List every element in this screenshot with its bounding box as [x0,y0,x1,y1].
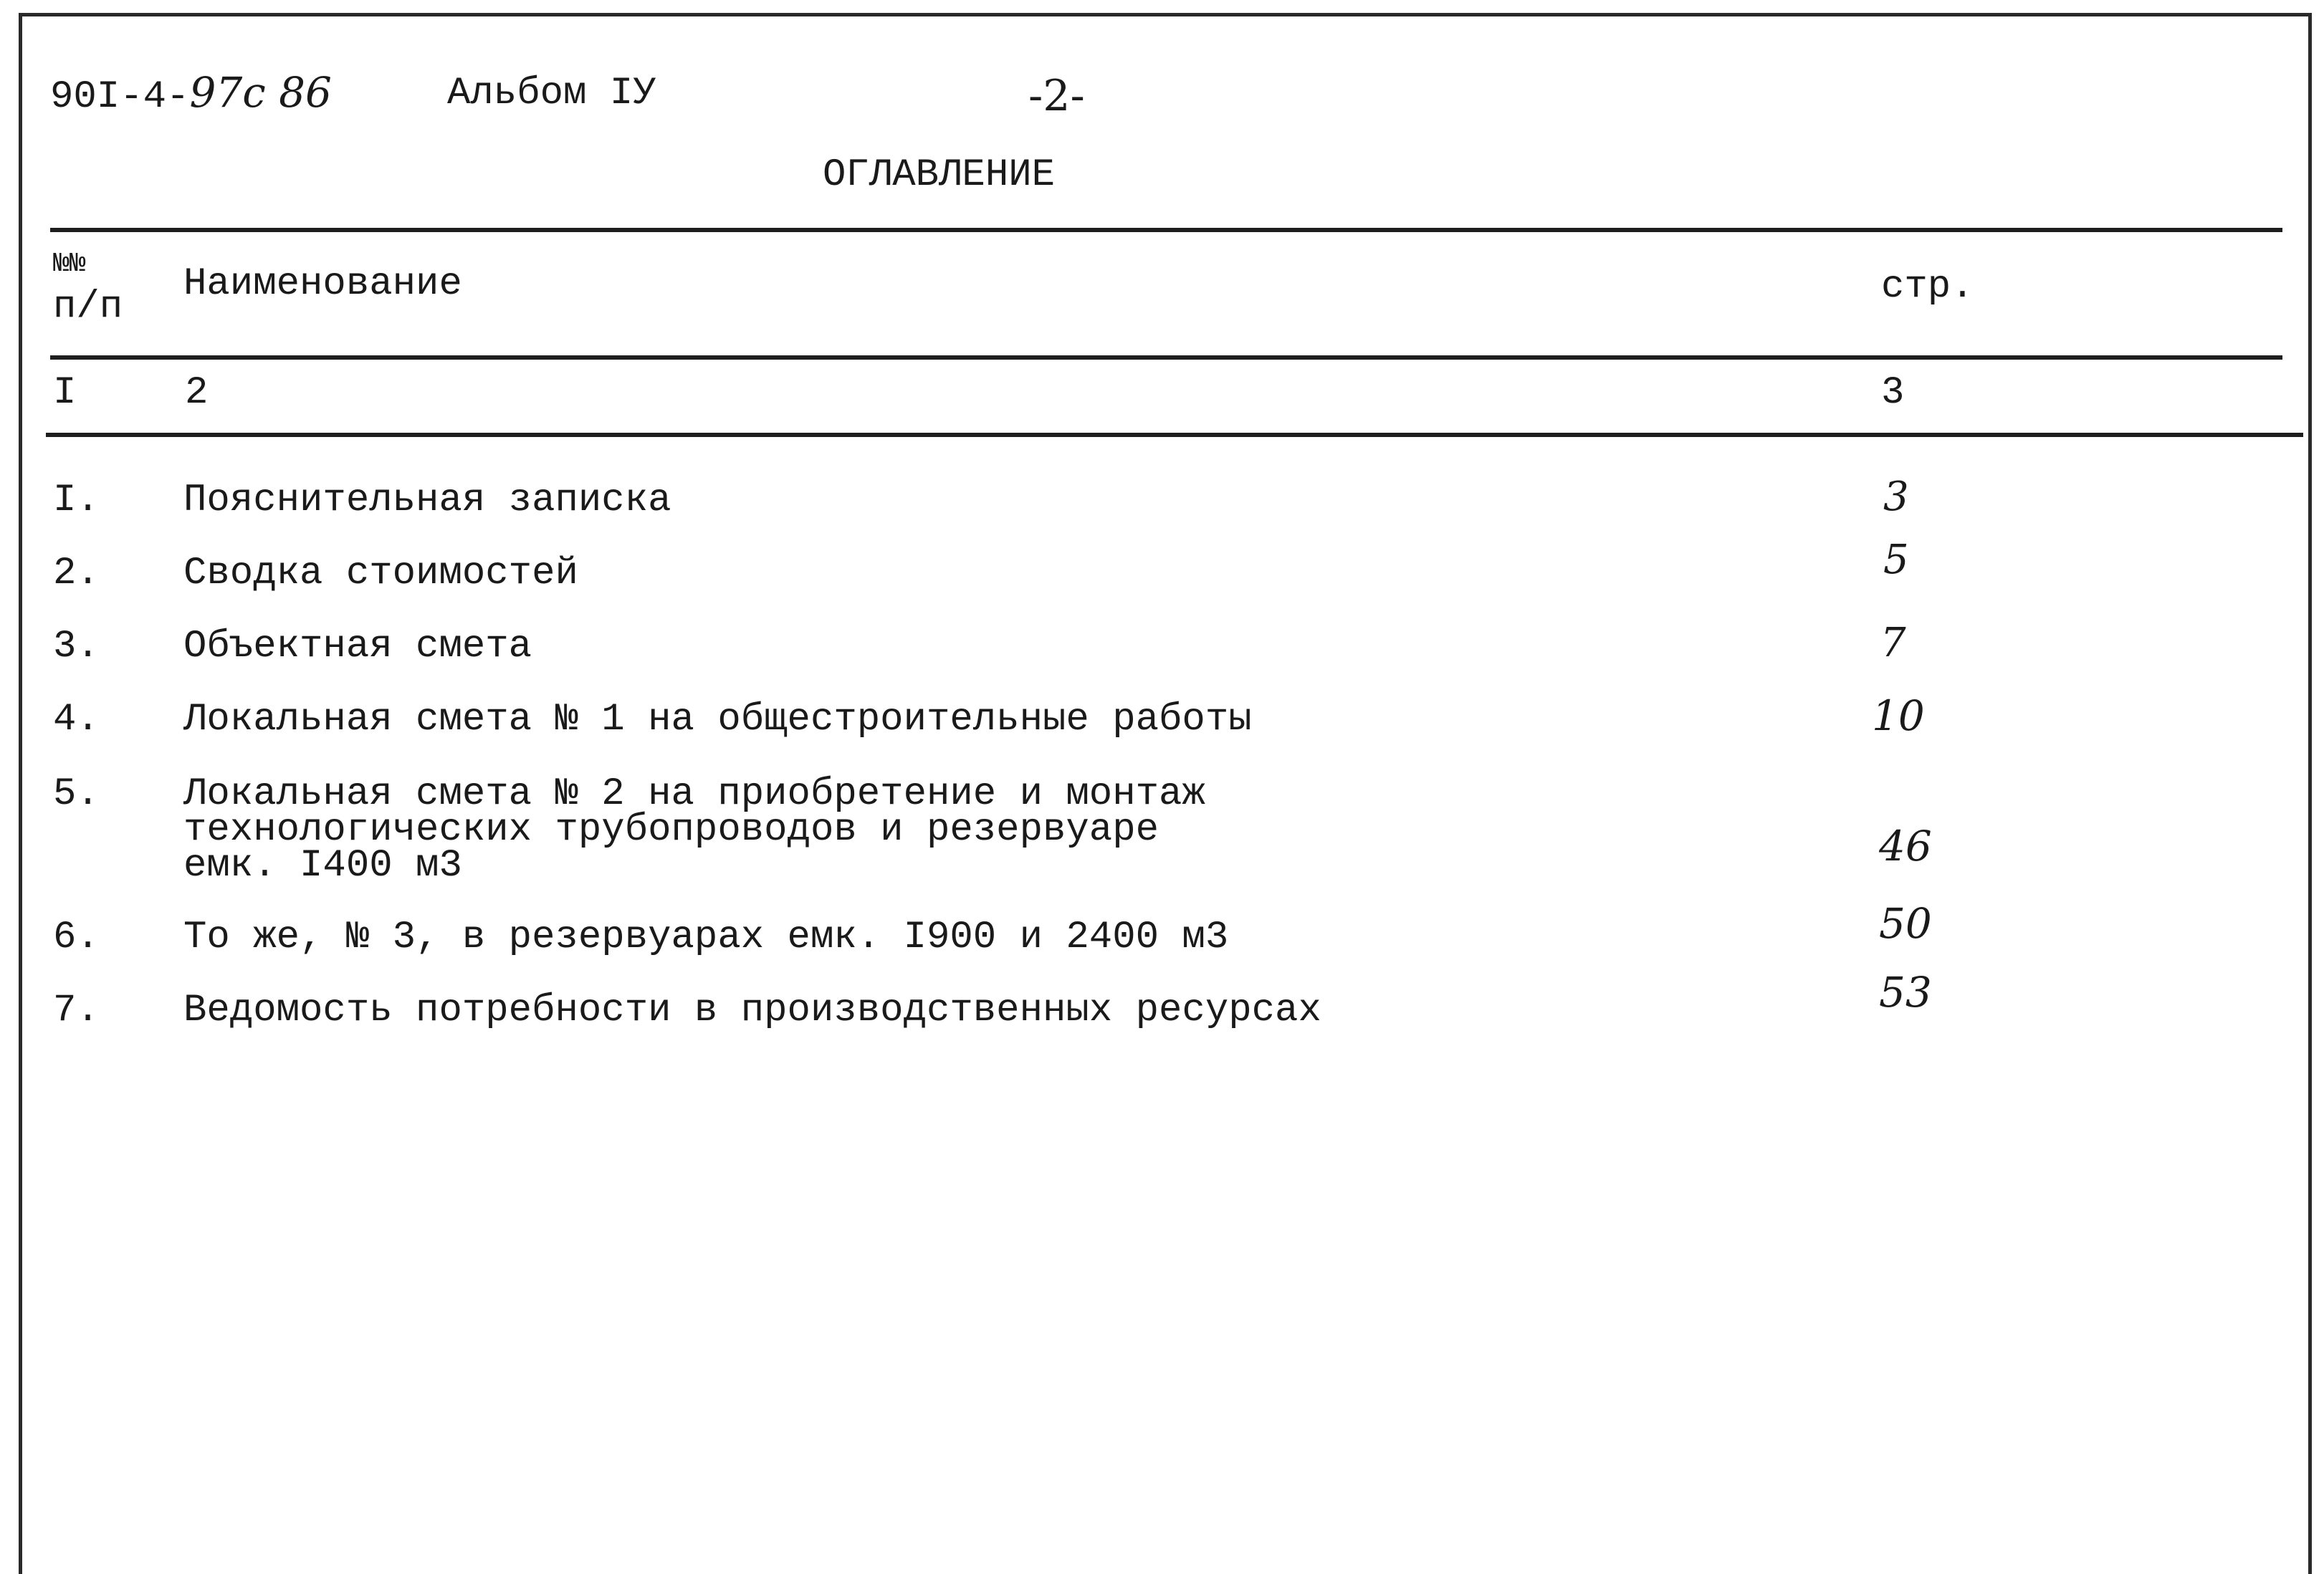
row-number: 2. [53,552,100,595]
page-title: ОГЛАВЛЕНИЕ [823,153,1056,197]
row-page: 3 [1883,474,1909,520]
row-page: 53 [1879,968,1932,1017]
column-index-1: I [53,371,77,415]
row-number: I. [53,479,100,522]
document-code-printed: 90I-4- [50,75,190,119]
table-index-rule [46,433,2303,437]
column-number-label-bottom: п/п [53,285,123,329]
column-number-label-top: №№ [53,249,86,279]
album-label: Альбом IУ [447,72,656,115]
row-number: 5. [53,772,100,816]
row-title-line: Локальная смета № 2 на приобретение и монтаж [183,772,1205,816]
column-page-label: стр. [1881,265,1974,309]
column-index-3: 3 [1881,371,1905,415]
row-title-line: технологических трубопроводов и резервуаре [183,808,1159,852]
row-page: 10 [1872,691,1925,740]
row-title-line: емк. I400 м3 [183,844,462,888]
row-page: 46 [1879,822,1932,870]
row-title: Ведомость потребности в производственных ресурсах [183,989,1321,1032]
row-title: Сводка стоимостей [183,552,578,595]
row-number: 4. [53,698,100,742]
table-header-rule [50,355,2282,360]
row-number: 7. [53,989,100,1032]
row-title: То же, № 3, в резервуарах емк. I900 и 2400 м3 [183,916,1229,959]
column-index-2: 2 [185,371,209,415]
row-page: 7 [1880,620,1906,666]
row-page: 5 [1883,537,1909,583]
table-top-rule [50,228,2282,232]
row-title: Локальная смета № 1 на общестроительные работы [183,698,1252,742]
row-title: Объектная смета [183,625,532,668]
document-code-handwritten: 97c 86 [189,68,332,117]
page-number: -2- [1028,71,1085,121]
row-title: Пояснительная записка [183,479,671,522]
row-number: 3. [53,625,100,668]
document-code [50,68,332,119]
column-name-label: Наименование [183,262,462,306]
row-page: 50 [1879,899,1932,948]
row-number: 6. [53,916,100,959]
